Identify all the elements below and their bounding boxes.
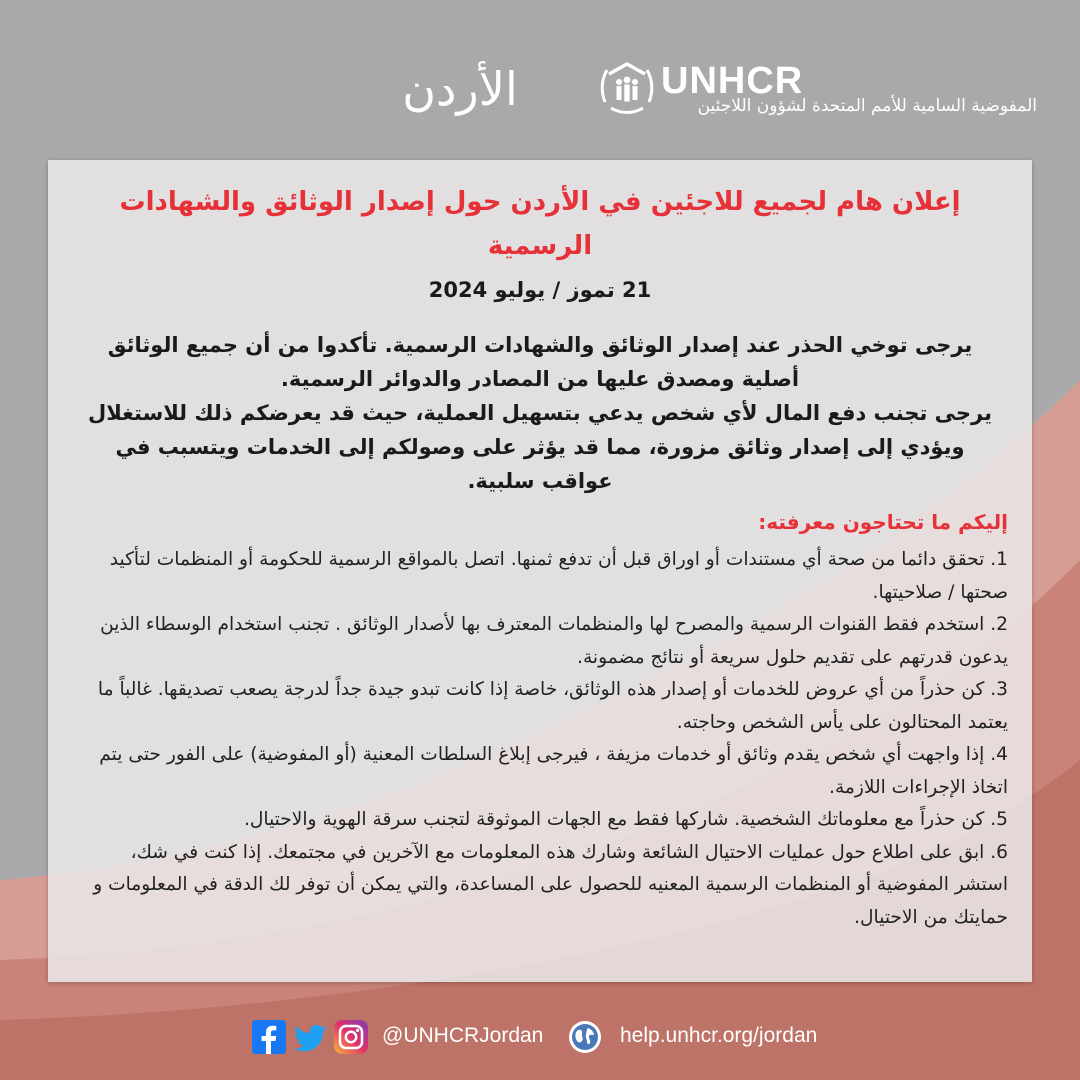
facebook-icon[interactable]	[252, 1020, 286, 1054]
notice-card	[48, 160, 1032, 982]
unhcr-logo	[597, 58, 1037, 128]
tip-item: 3. كن حذراً من أي عروض للخدمات أو إصدار هذه الوثائق، خاصة إذا كانت تبدو جيدة جداً لدرجة يصعب تصديقها. غالباً ما يعتمد المحتالون على يأس الشخص وحاجته.	[97, 679, 1008, 733]
org-subtitle: المفوضية السامية للأمم المتحدة لشؤون اللاجئين	[697, 96, 1037, 116]
notice-title: إعلان هام لجميع للاجئين في الأردن حول إصدار الوثائق والشهادات الرسمية	[119, 187, 961, 261]
tips-list	[72, 544, 1008, 934]
instagram-icon[interactable]	[334, 1020, 368, 1054]
tip-item: 1. تحقق دائما من صحة أي مستندات أو اوراق قبل أن تدفع ثمنها. اتصل بالمواقع الرسمية للحكومة أو المنظمات لتأكيد صحتها / صلاحيتها.	[109, 549, 1008, 603]
country-title: الأردن	[402, 62, 518, 116]
footer	[0, 1010, 1080, 1070]
intro-paragraph: يرجى تجنب دفع المال لأي شخص يدعي بتسهيل العملية، حيث قد يعرضكم ذلك للاستغلال ويؤدي إلى إصدار وثائق مزورة، مما قد يؤثر على وصولكم إلى الخدمات ويتسبب في عواقب سلبية.	[87, 401, 993, 493]
social-handle[interactable]: @UNHCRJordan	[382, 1024, 544, 1047]
tip-item: 2. استخدم فقط القنوات الرسمية والمصرح لها والمنظمات المعترف بها لأصدار الوثائق . تجنب استخدام الوسطاء الذين يدعون قدرتهم على تقديم حلول سريعة أو نتائج مضمونة.	[100, 614, 1008, 668]
website-link[interactable]: help.unhcr.org/jordan	[620, 1024, 818, 1047]
intro-paragraph: يرجى توخي الحذر عند إصدار الوثائق والشهادات الرسمية. تأكدوا من أن جميع الوثائق أصلية ومصدق عليها من المصادر والدوائر الرسمية.	[107, 333, 973, 391]
section-heading: إليكم ما تحتاجون معرفته:	[758, 510, 1008, 534]
notice-date: 21 تموز / يوليو 2024	[428, 278, 652, 302]
org-name: UNHCR	[661, 60, 804, 102]
tip-item: 5. كن حذراً مع معلوماتك الشخصية. شاركها فقط مع الجهات الموثوقة لتجنب سرقة الهوية والاحتيال.	[243, 809, 1008, 830]
header	[0, 0, 1080, 150]
notice-intro	[78, 328, 1002, 498]
tip-item: 4. إذا واجهت أي شخص يقدم وثائق أو خدمات مزيفة ، فيرجى إبلاغ السلطات المعنية (أو المفوضية) على الفور حتى يتم اتخاذ الإجراءات اللازمة.	[99, 744, 1008, 798]
twitter-icon[interactable]	[294, 1020, 328, 1054]
globe-icon[interactable]	[568, 1020, 602, 1054]
unhcr-emblem-icon	[597, 58, 657, 118]
tip-item: 6. ابق على اطلاع حول عمليات الاحتيال الشائعة وشارك هذه المعلومات مع الآخرين في مجتمعك. إذا كنت في شك، استشر المفوضية أو المنظمات الرسمية المعنيه للحصول على المساعدة، والتي يمكن أن توفر لك الدقة في المعلومات و حمايتك من الاحتيال.	[93, 841, 1008, 928]
